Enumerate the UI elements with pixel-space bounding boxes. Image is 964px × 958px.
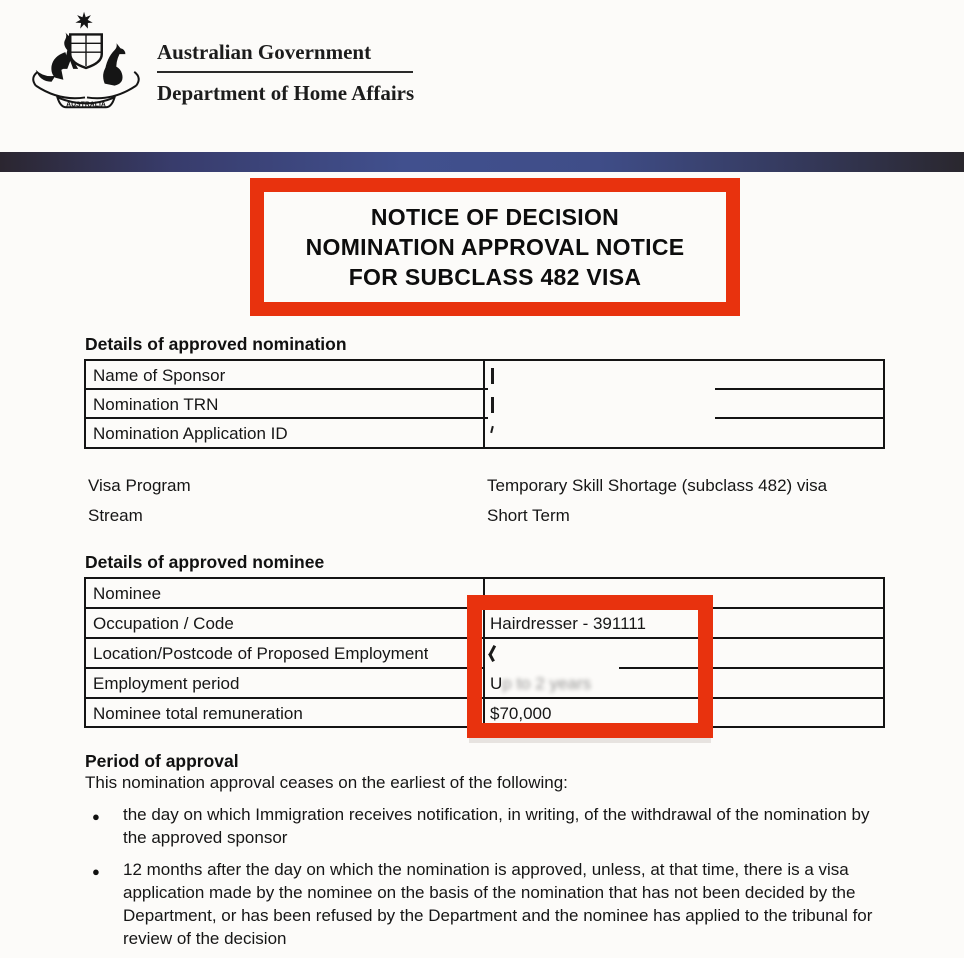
table-column-line bbox=[483, 361, 485, 447]
bullet-icon: ● bbox=[92, 864, 100, 879]
redaction-patch bbox=[488, 386, 715, 394]
australian-coat-of-arms-icon bbox=[22, 10, 150, 114]
approval-bullet-list bbox=[85, 803, 885, 958]
remuneration-value: $70,000 bbox=[490, 704, 552, 723]
notice-line-1: NOTICE OF DECISION bbox=[370, 204, 620, 230]
visa-program-label: Visa Program bbox=[88, 476, 191, 495]
partial-glyph bbox=[491, 368, 494, 384]
table-cell-label: Location/Postcode of Proposed Employment bbox=[93, 644, 429, 663]
table-cell-label: Nominee bbox=[93, 584, 162, 603]
header-gradient-bar bbox=[0, 152, 964, 172]
notice-line-3: FOR SUBCLASS 482 VISA bbox=[348, 264, 642, 290]
employment-period-visible: U bbox=[490, 674, 503, 693]
nomination-table bbox=[84, 359, 885, 449]
table-cell-label: Occupation / Code bbox=[93, 614, 234, 633]
list-item bbox=[85, 803, 873, 849]
government-title: Australian Government bbox=[157, 40, 372, 64]
partial-glyph bbox=[491, 397, 494, 413]
partial-glyph bbox=[490, 426, 494, 433]
commonwealth-star-icon bbox=[75, 12, 92, 29]
table-cell-label: Nomination TRN bbox=[93, 395, 219, 414]
bullet-text: the day on which Immigration receives notification, in writing, of the withdrawal of the nomination by the approved sponsor bbox=[123, 805, 870, 847]
employment-period-blurred: p to 2 years bbox=[502, 674, 592, 693]
highlight-box-shadow bbox=[469, 738, 711, 743]
header-divider bbox=[157, 71, 413, 73]
stream-label: Stream bbox=[88, 506, 143, 525]
table-cell-label: Employment period bbox=[93, 674, 240, 693]
header-titles bbox=[157, 40, 577, 106]
approval-intro: This nomination approval ceases on the earliest of the following: bbox=[85, 773, 568, 792]
table-cell-label: Nomination Application ID bbox=[93, 424, 288, 443]
list-item bbox=[85, 858, 873, 950]
table-cell-label: Nominee total remuneration bbox=[93, 704, 303, 723]
coat-of-arms-scroll-label: AUSTRALIA bbox=[66, 101, 106, 109]
nominee-section-heading: Details of approved nominee bbox=[85, 552, 325, 572]
notice-line-2: NOMINATION APPROVAL NOTICE bbox=[305, 234, 685, 260]
highlight-box-notice bbox=[250, 178, 740, 316]
highlight-box-nominee bbox=[467, 595, 713, 738]
bullet-text: 12 months after the day on which the nomination is approved, unless, at that time, there is a visa application made by the nominee on the basis of the nomination that has not been decided by the Department, or has been refused by the Department and the nominee has applied to the tribunal for review of the decision bbox=[123, 860, 873, 948]
nomination-section-heading: Details of approved nomination bbox=[85, 334, 347, 354]
department-title: Department of Home Affairs bbox=[157, 81, 415, 105]
redaction-patch bbox=[488, 415, 715, 423]
visa-program-value: Temporary Skill Shortage (subclass 482) visa bbox=[487, 476, 828, 495]
approval-section-heading: Period of approval bbox=[85, 751, 239, 771]
stream-value: Short Term bbox=[487, 506, 570, 525]
bullet-icon: ● bbox=[92, 809, 100, 824]
occupation-code-value: Hairdresser - 391111 bbox=[490, 614, 646, 633]
table-cell-label: Name of Sponsor bbox=[93, 366, 226, 385]
